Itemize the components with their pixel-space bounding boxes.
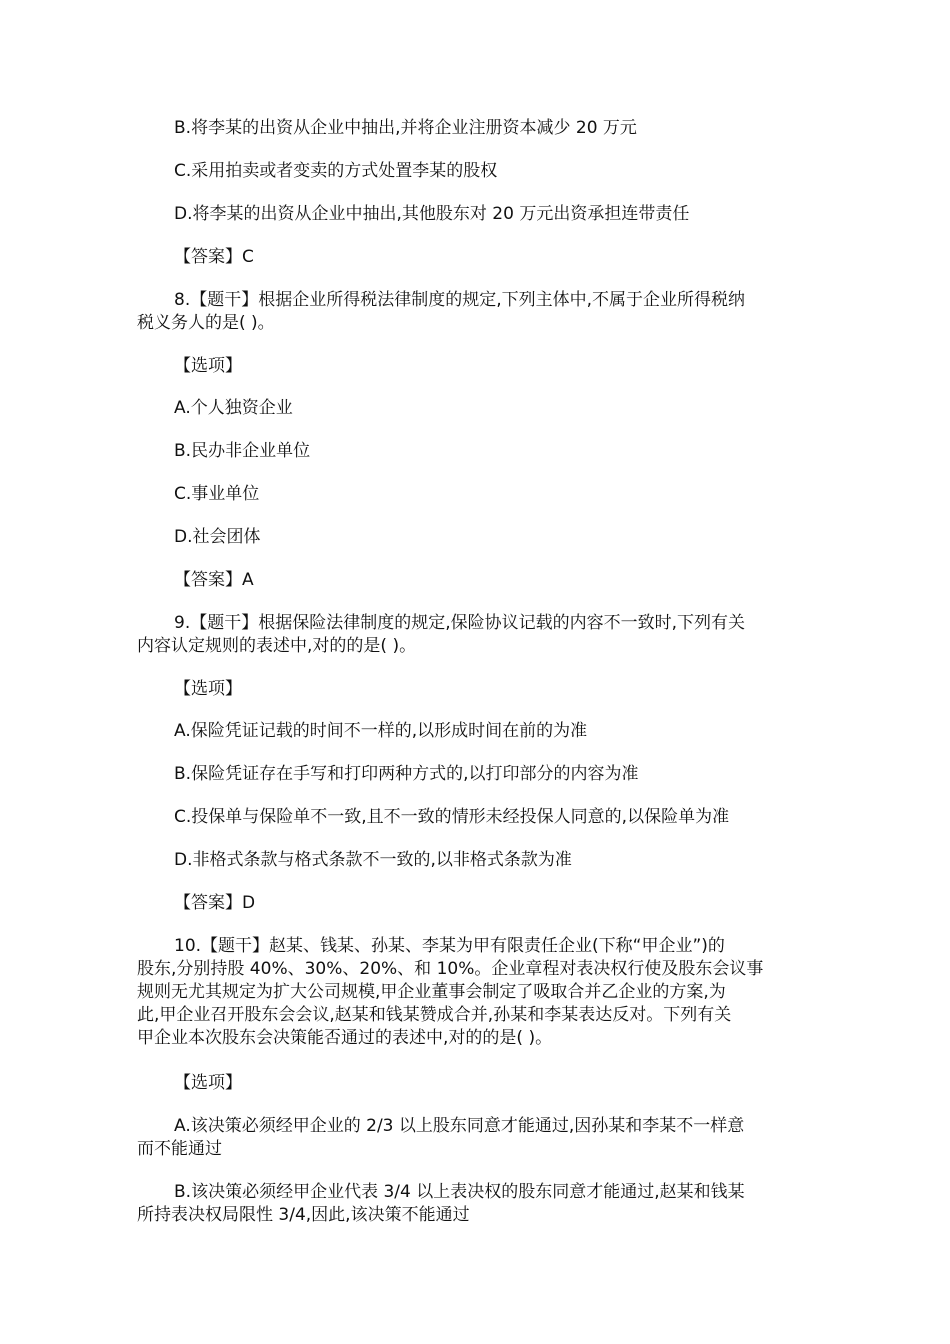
q10-option-b: [137, 1181, 814, 1227]
q10-option-a-line-1: A.该决策必须经甲企业的 2/3 以上股东同意才能通过,因孙某和李某不一样意: [174, 1116, 745, 1136]
q10-stem-line-4: 此,甲企业召开股东会会议,赵某和钱某赞成合并,孙某和李某表达反对。下列有关: [137, 1005, 732, 1025]
q10-option-a-line-2: 而不能通过: [137, 1139, 222, 1159]
q7-option-d: D.将李某的出资从企业中抽出,其他股东对 20 万元出资承担连带责任: [174, 204, 690, 224]
q8-answer: 【答案】A: [174, 570, 254, 590]
q9-stem-line-1: 9.【题干】根据保险法律制度的规定,保险协议记载的内容不一致时,下列有关: [174, 613, 746, 633]
q8-option-b: B.民办非企业单位: [174, 441, 311, 461]
q8-stem-line-2: 税义务人的是( )。: [137, 313, 275, 333]
q10-option-b-line-1: B.该决策必须经甲企业代表 3/4 以上表决权的股东同意才能通过,赵某和钱某: [174, 1182, 745, 1202]
q10-stem-line-1: 10.【题干】赵某、钱某、孙某、李某为甲有限责任企业(下称“甲企业”)的: [174, 936, 725, 956]
q7-option-c: C.采用拍卖或者变卖的方式处置李某的股权: [174, 161, 498, 181]
q9-options-label: 【选项】: [174, 679, 242, 699]
q10-options-label: 【选项】: [174, 1073, 242, 1093]
q7-answer: 【答案】C: [174, 247, 254, 267]
q9-stem-line-2: 内容认定规则的表述中,对的的是( )。: [137, 636, 417, 656]
q9-stem: [137, 612, 814, 658]
q8-option-a: A.个人独资企业: [174, 398, 293, 418]
q10-option-b-line-2: 所持表决权局限性 3/4,因此,该决策不能通过: [137, 1205, 470, 1225]
q8-stem: [137, 289, 814, 335]
q9-option-c: C.投保单与保险单不一致,且不一致的情形未经投保人同意的,以保险单为准: [174, 807, 730, 827]
q10-stem: [137, 935, 814, 1050]
q8-options-label: 【选项】: [174, 356, 242, 376]
q10-stem-line-3: 规则无尤其规定为扩大公司规模,甲企业董事会制定了吸取合并乙企业的方案,为: [137, 982, 726, 1002]
q10-option-a: [137, 1115, 814, 1161]
q10-stem-line-2: 股东,分别持股 40%、30%、20%、和 10%。企业章程对表决权行使及股东会议事: [137, 959, 764, 979]
q9-option-d: D.非格式条款与格式条款不一致的,以非格式条款为准: [174, 850, 572, 870]
q8-option-d: D.社会团体: [174, 527, 261, 547]
q9-answer: 【答案】D: [174, 893, 256, 913]
q7-option-b: B.将李某的出资从企业中抽出,并将企业注册资本减少 20 万元: [174, 118, 637, 138]
q9-option-a: A.保险凭证记载的时间不一样的,以形成时间在前的为准: [174, 721, 588, 741]
q9-option-b: B.保险凭证存在手写和打印两种方式的,以打印部分的内容为准: [174, 764, 639, 784]
q8-stem-line-1: 8.【题干】根据企业所得税法律制度的规定,下列主体中,不属于企业所得税纳: [174, 290, 746, 310]
q8-option-c: C.事业单位: [174, 484, 260, 504]
q10-stem-line-5: 甲企业本次股东会决策能否通过的表述中,对的的是( )。: [137, 1028, 553, 1048]
